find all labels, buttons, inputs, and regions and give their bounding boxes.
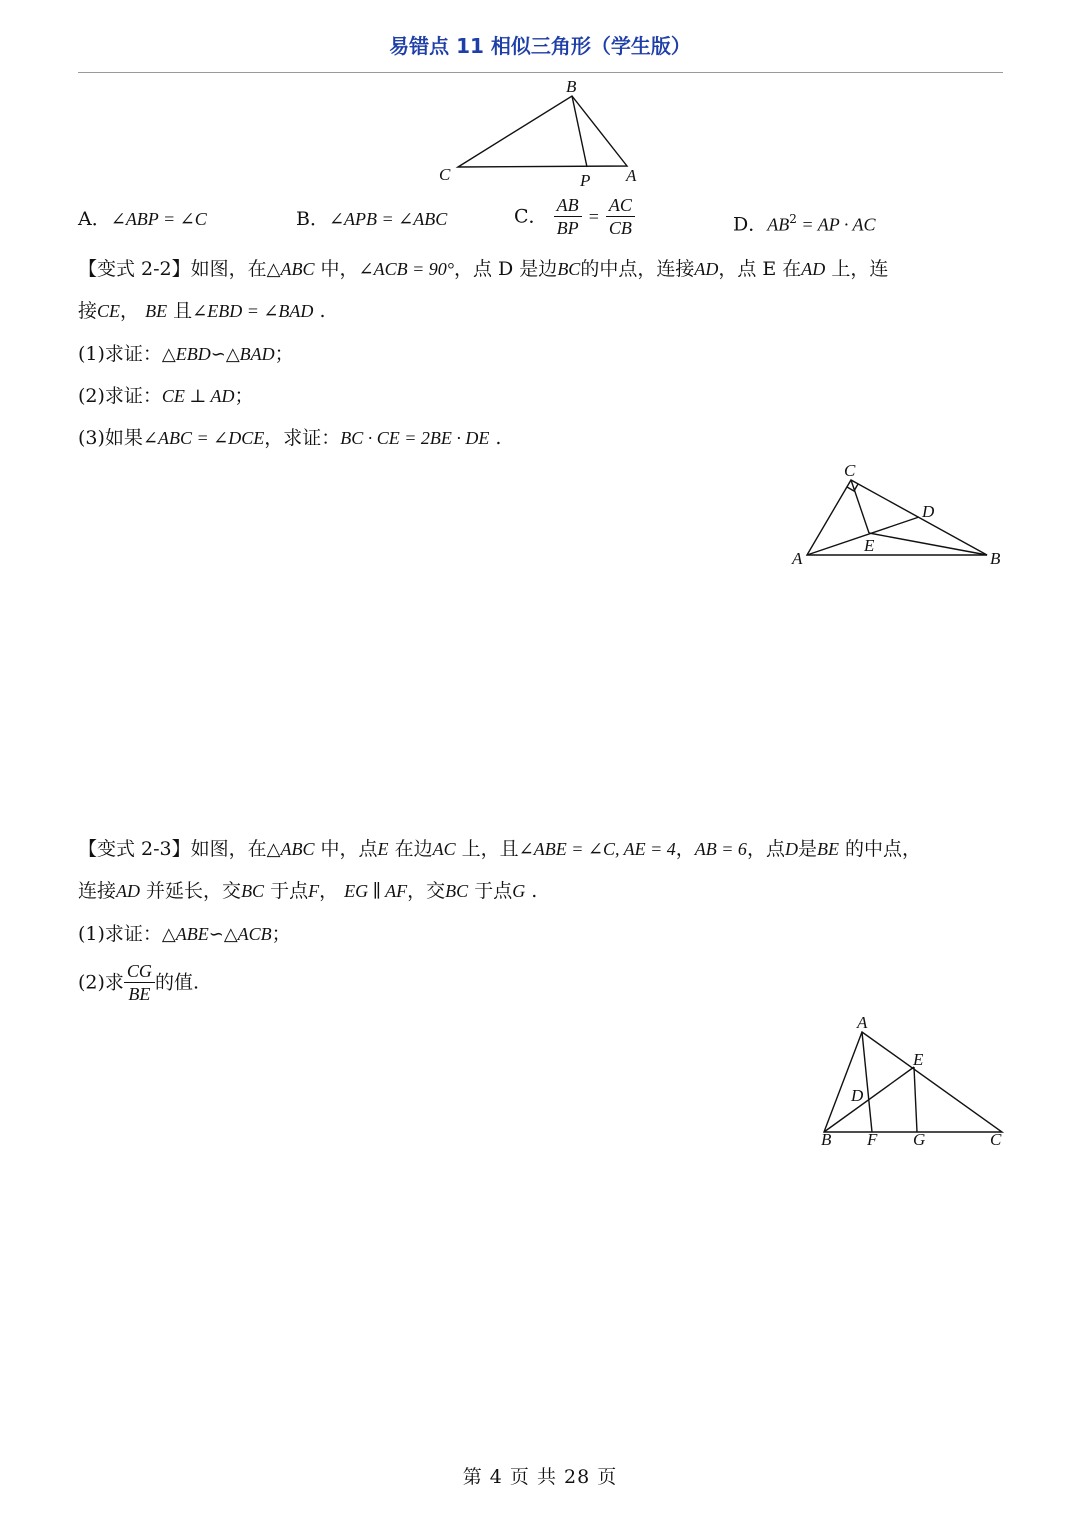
problem-2-2-question-3: (3)如果∠ABC = ∠DCE，求证：BC · CE = 2BE · DE . <box>78 427 502 449</box>
label-b: B <box>990 549 1001 568</box>
label-f: F <box>867 1130 878 1149</box>
label-e: E <box>864 536 875 555</box>
triangle-bca <box>458 96 627 167</box>
fraction-ab-bp: $\frac{AB}{BP}$ <box>554 194 582 239</box>
page-header-title: 易错点 11 相似三角形（学生版） <box>389 34 691 58</box>
option-b: B．∠APB = ∠ABC <box>296 208 448 230</box>
fraction-cg-be: $\frac{CG}{BE}$ <box>124 960 155 1005</box>
label-e: E <box>913 1050 924 1069</box>
label-a: A <box>626 166 637 185</box>
problem-2-2-line-1: 【变式 2-2】如图，在△ABC 中，∠ACB = 90°，点 D 是边BC的中点，连接AD，点 E 在AD 上，连 <box>78 258 889 280</box>
label-c: C <box>990 1130 1002 1149</box>
label-b: B <box>566 77 577 96</box>
triangle-acb <box>807 480 987 555</box>
problem-2-3-line-1: 【变式 2-3】如图，在△ABC 中，点E 在边AC 上，且∠ABE = ∠C, AE = 4，AB = 6，点D是BE 的中点， <box>78 838 922 860</box>
problem-2-3-question-2: (2)求 $\frac{CG}{BE}$ 的值. <box>78 961 199 1004</box>
option-a: A．∠ABP = ∠C <box>78 208 207 230</box>
fraction-ac-cb: $\frac{AC}{CB}$ <box>606 194 635 239</box>
problem-2-2-question-2: (2)求证：CE ⊥ AD； <box>78 385 254 407</box>
label-d: D <box>851 1086 864 1105</box>
label-c: C <box>439 165 451 184</box>
problem-2-3-question-1: (1)求证：△ABE∽△ACB； <box>78 923 291 945</box>
figure-triangle-bca <box>430 76 650 191</box>
figure-right-triangle-acb <box>785 458 1010 573</box>
figure-triangle-abc-efg <box>810 1012 1020 1154</box>
segment-ad <box>807 517 919 555</box>
label-d: D <box>922 502 935 521</box>
option-d: D．$AB^2$ = AP · AC <box>733 212 876 236</box>
segment-eb <box>869 533 987 555</box>
label-g: G <box>913 1130 926 1149</box>
problem-2-2-question-1: (1)求证：△EBD∽△BAD； <box>78 343 294 365</box>
segment-af <box>862 1032 872 1132</box>
problem-2-3-line-2: 连接AD 并延长，交BC 于点F， EG ∥ AF，交BC 于点G . <box>78 880 538 902</box>
problem-2-2-line-2: 接CE， BE 且∠EBD = ∠BAD . <box>78 300 326 322</box>
label-p: P <box>580 171 591 190</box>
segment-eg <box>914 1067 917 1132</box>
page-footer: 第 4 页 共 28 页 <box>462 1466 618 1488</box>
label-b: B <box>821 1130 832 1149</box>
label-a: A <box>857 1013 868 1032</box>
triangle-abc <box>824 1032 1002 1132</box>
header-divider <box>78 72 1003 73</box>
label-a: A <box>792 549 803 568</box>
option-c: C． $\frac{AB}{BP}$ = $\frac{AC}{CB}$ <box>514 194 635 239</box>
label-c: C <box>844 461 856 480</box>
